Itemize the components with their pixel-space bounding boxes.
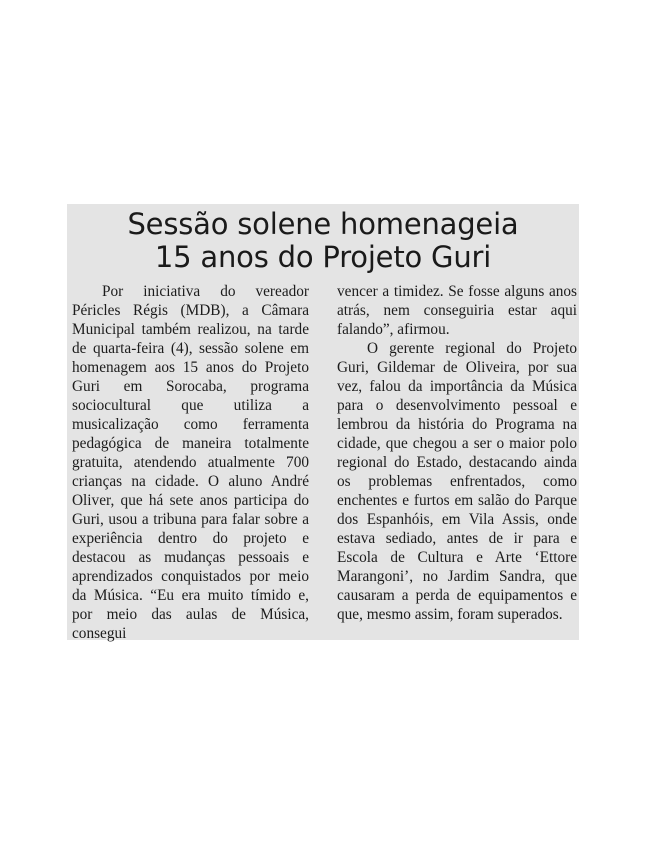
headline-line-2: 15 anos do Projeto Guri [154,240,492,274]
headline-line-1: Sessão solene homenageia [127,207,519,241]
left-paragraph-1: Por iniciativa do vereador Péricles Régis (MDB), a Câmara Municipal também realizou, na tarde de quarta-feira (4), sessão solene em homenagem aos 15 anos do Projeto Guri em Sorocaba, programa sociocultural que utiliza a musicalização como ferramenta pedagógica de maneira totalmente gratuita, atendendo atualmente 700 crianças na cidade. O aluno André Oliver, que há sete anos participa do Guri, usou a tribuna para falar sobre a experiência dentro do projeto e destacou as mudanças pessoais e aprendizados conquistados por meio da Música. “Eu era muito tímido e, por meio das aulas de Música, consegui [72,283,309,642]
headline [67,208,579,274]
left-column [72,282,309,643]
right-paragraph-1: vencer a timidez. Se fosse alguns anos atrás, nem conseguiria estar aqui falando”, afirmou. [337,283,577,338]
news-clipping [67,204,579,640]
right-paragraph-2: O gerente regional do Projeto Guri, Gildemar de Oliveira, por sua vez, falou da importância da Música para o desenvolvimento pessoal e lembrou da história do Programa na cidade, que chegou a ser o maior polo regional do Estado, destacando ainda os problemas enfrentados, como enchentes e furtos em salão do Parque dos Espanhóis, em Vila Assis, onde estava sediado, antes de ir para e Escola de Cultura e Arte ‘Ettore Marangoni’, no Jardim Sandra, que causaram a perda de equipamentos e que, mesmo assim, foram superados. [337,340,577,623]
right-column [337,282,577,624]
